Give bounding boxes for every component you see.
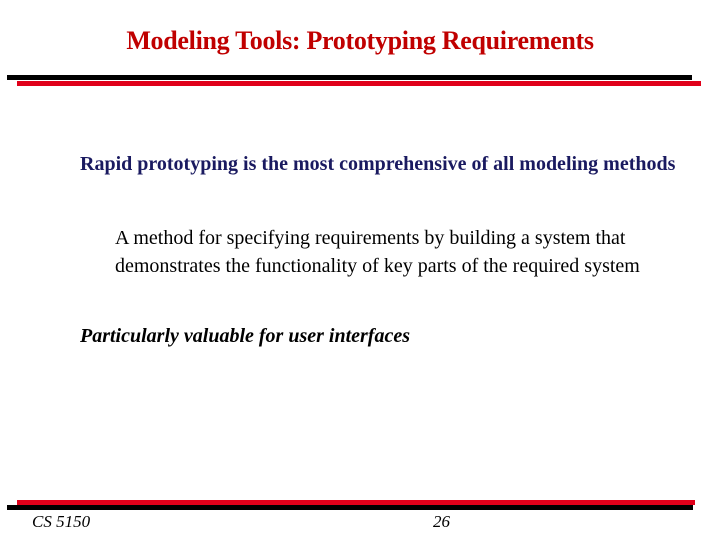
bullet-user-interfaces: Particularly valuable for user interfaces (80, 325, 410, 347)
header-rule-accent (17, 81, 701, 86)
footer-page-number: 26 (433, 512, 450, 531)
footer-course-label: CS 5150 (32, 512, 91, 531)
footer-rule-dark (7, 505, 693, 510)
header-rule-dark (7, 75, 692, 80)
bullet-rapid-prototyping: Rapid prototyping is the most comprehensive of all modeling methods (80, 153, 676, 175)
slide-title: Modeling Tools: Prototyping Requirements (126, 26, 594, 55)
sub-bullet-definition: A method for specifying requirements by building a system that demonstrates the functionality of key parts of the required system (115, 227, 640, 277)
